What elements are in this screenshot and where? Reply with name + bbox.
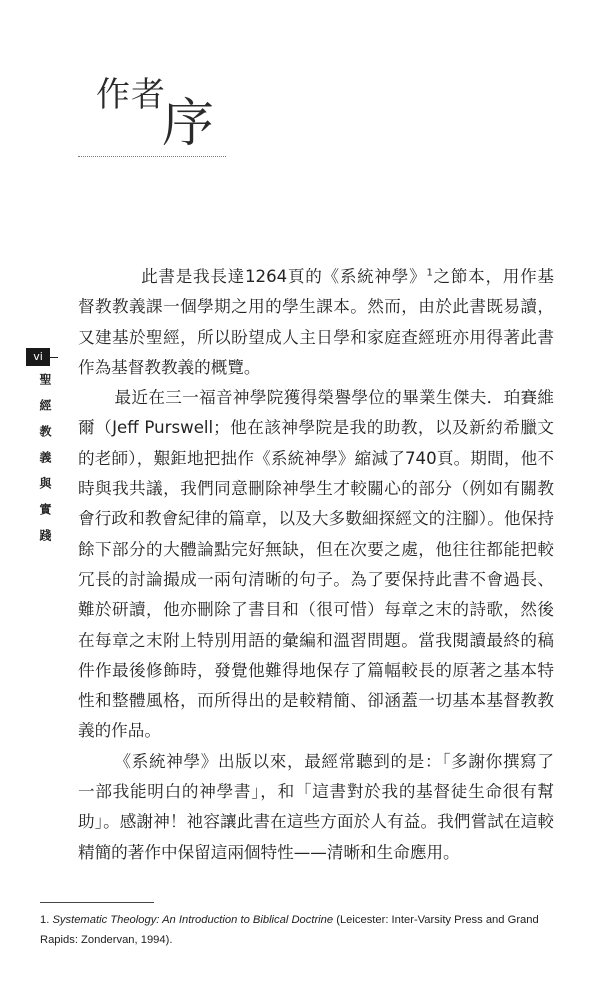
title-underline — [78, 156, 226, 157]
paragraph-1-text-b: 之節本，用作基督教教義課一個學期之用的學生課本。然而，由於此書既易讀，又建基於聖經，所以盼望成人主日學和家庭查經班亦用得著此書作為基督教教義的概覽。 — [78, 267, 555, 377]
title-small: 作者 — [96, 75, 166, 115]
paragraph-3: 《系統神學》出版以來，最經常聽到的是：「多謝你撰寫了一部我能明白的神學書」，和「這書對於我的基督徒生命很有幫助」。感謝神！祂容讓此書在這些方面於人有益。我們嘗試在這較精簡的著作中保留這兩個特性——清晰和生命應用。 — [78, 751, 554, 862]
title-large: 序 — [162, 94, 215, 154]
chapter-title — [96, 75, 276, 168]
paragraph-2: 最近在三一福音神學院獲得榮譽學位的畢業生傑夫．珀賽維爾（Jeff Purswell；他在該神學院是我的助教，以及新約希臘文的老師），艱鉅地把拙作《系統神學》縮減了740頁。期間，他不時與我共議，我們同意刪除神學生才較關心的部分（例如有關教會行政和教會紀律的篇章，以及大多數細探經文的注腳）。他保持餘下部分的大體論點完好無缺，但在次要之處，他往往都能把較冗長的討論撮成一兩句清晰的句子。為了要保持此書不會過長、難於研讀，他亦刪除了書目和（很可惜）每章之末的詩歌，然後在每章之末附上特別用語的彙編和溫習問題。當我閱讀最終的稿件作最後修飾時，發覺他難得地保存了篇幅較長的原著之基本特性和整體風格，而所得出的是較精簡、卻涵蓋一切基本基督教教義的作品。 — [78, 388, 554, 741]
body-text — [78, 262, 554, 868]
footnote-divider — [40, 902, 154, 903]
footnote-book-title: Systematic Theology: An Introduction to Biblical Doctrine — [52, 914, 334, 926]
footnote — [40, 910, 565, 950]
paragraph-1-text-a: 此書是我長達1264頁的《系統神學》 — [141, 267, 427, 286]
running-book-title: 聖經教義與實踐 — [38, 373, 52, 555]
footnote-number: 1. — [40, 914, 50, 926]
page-number: vi — [26, 348, 50, 366]
footnote-publication: (Leicester: Inter-Varsity Press and Grand Rapids: Zondervan, 1994). — [40, 914, 539, 946]
footnote-ref[interactable]: 1 — [426, 267, 433, 279]
side-tab — [26, 348, 50, 555]
paragraph-1 — [78, 262, 554, 383]
side-tab-line — [50, 357, 58, 358]
